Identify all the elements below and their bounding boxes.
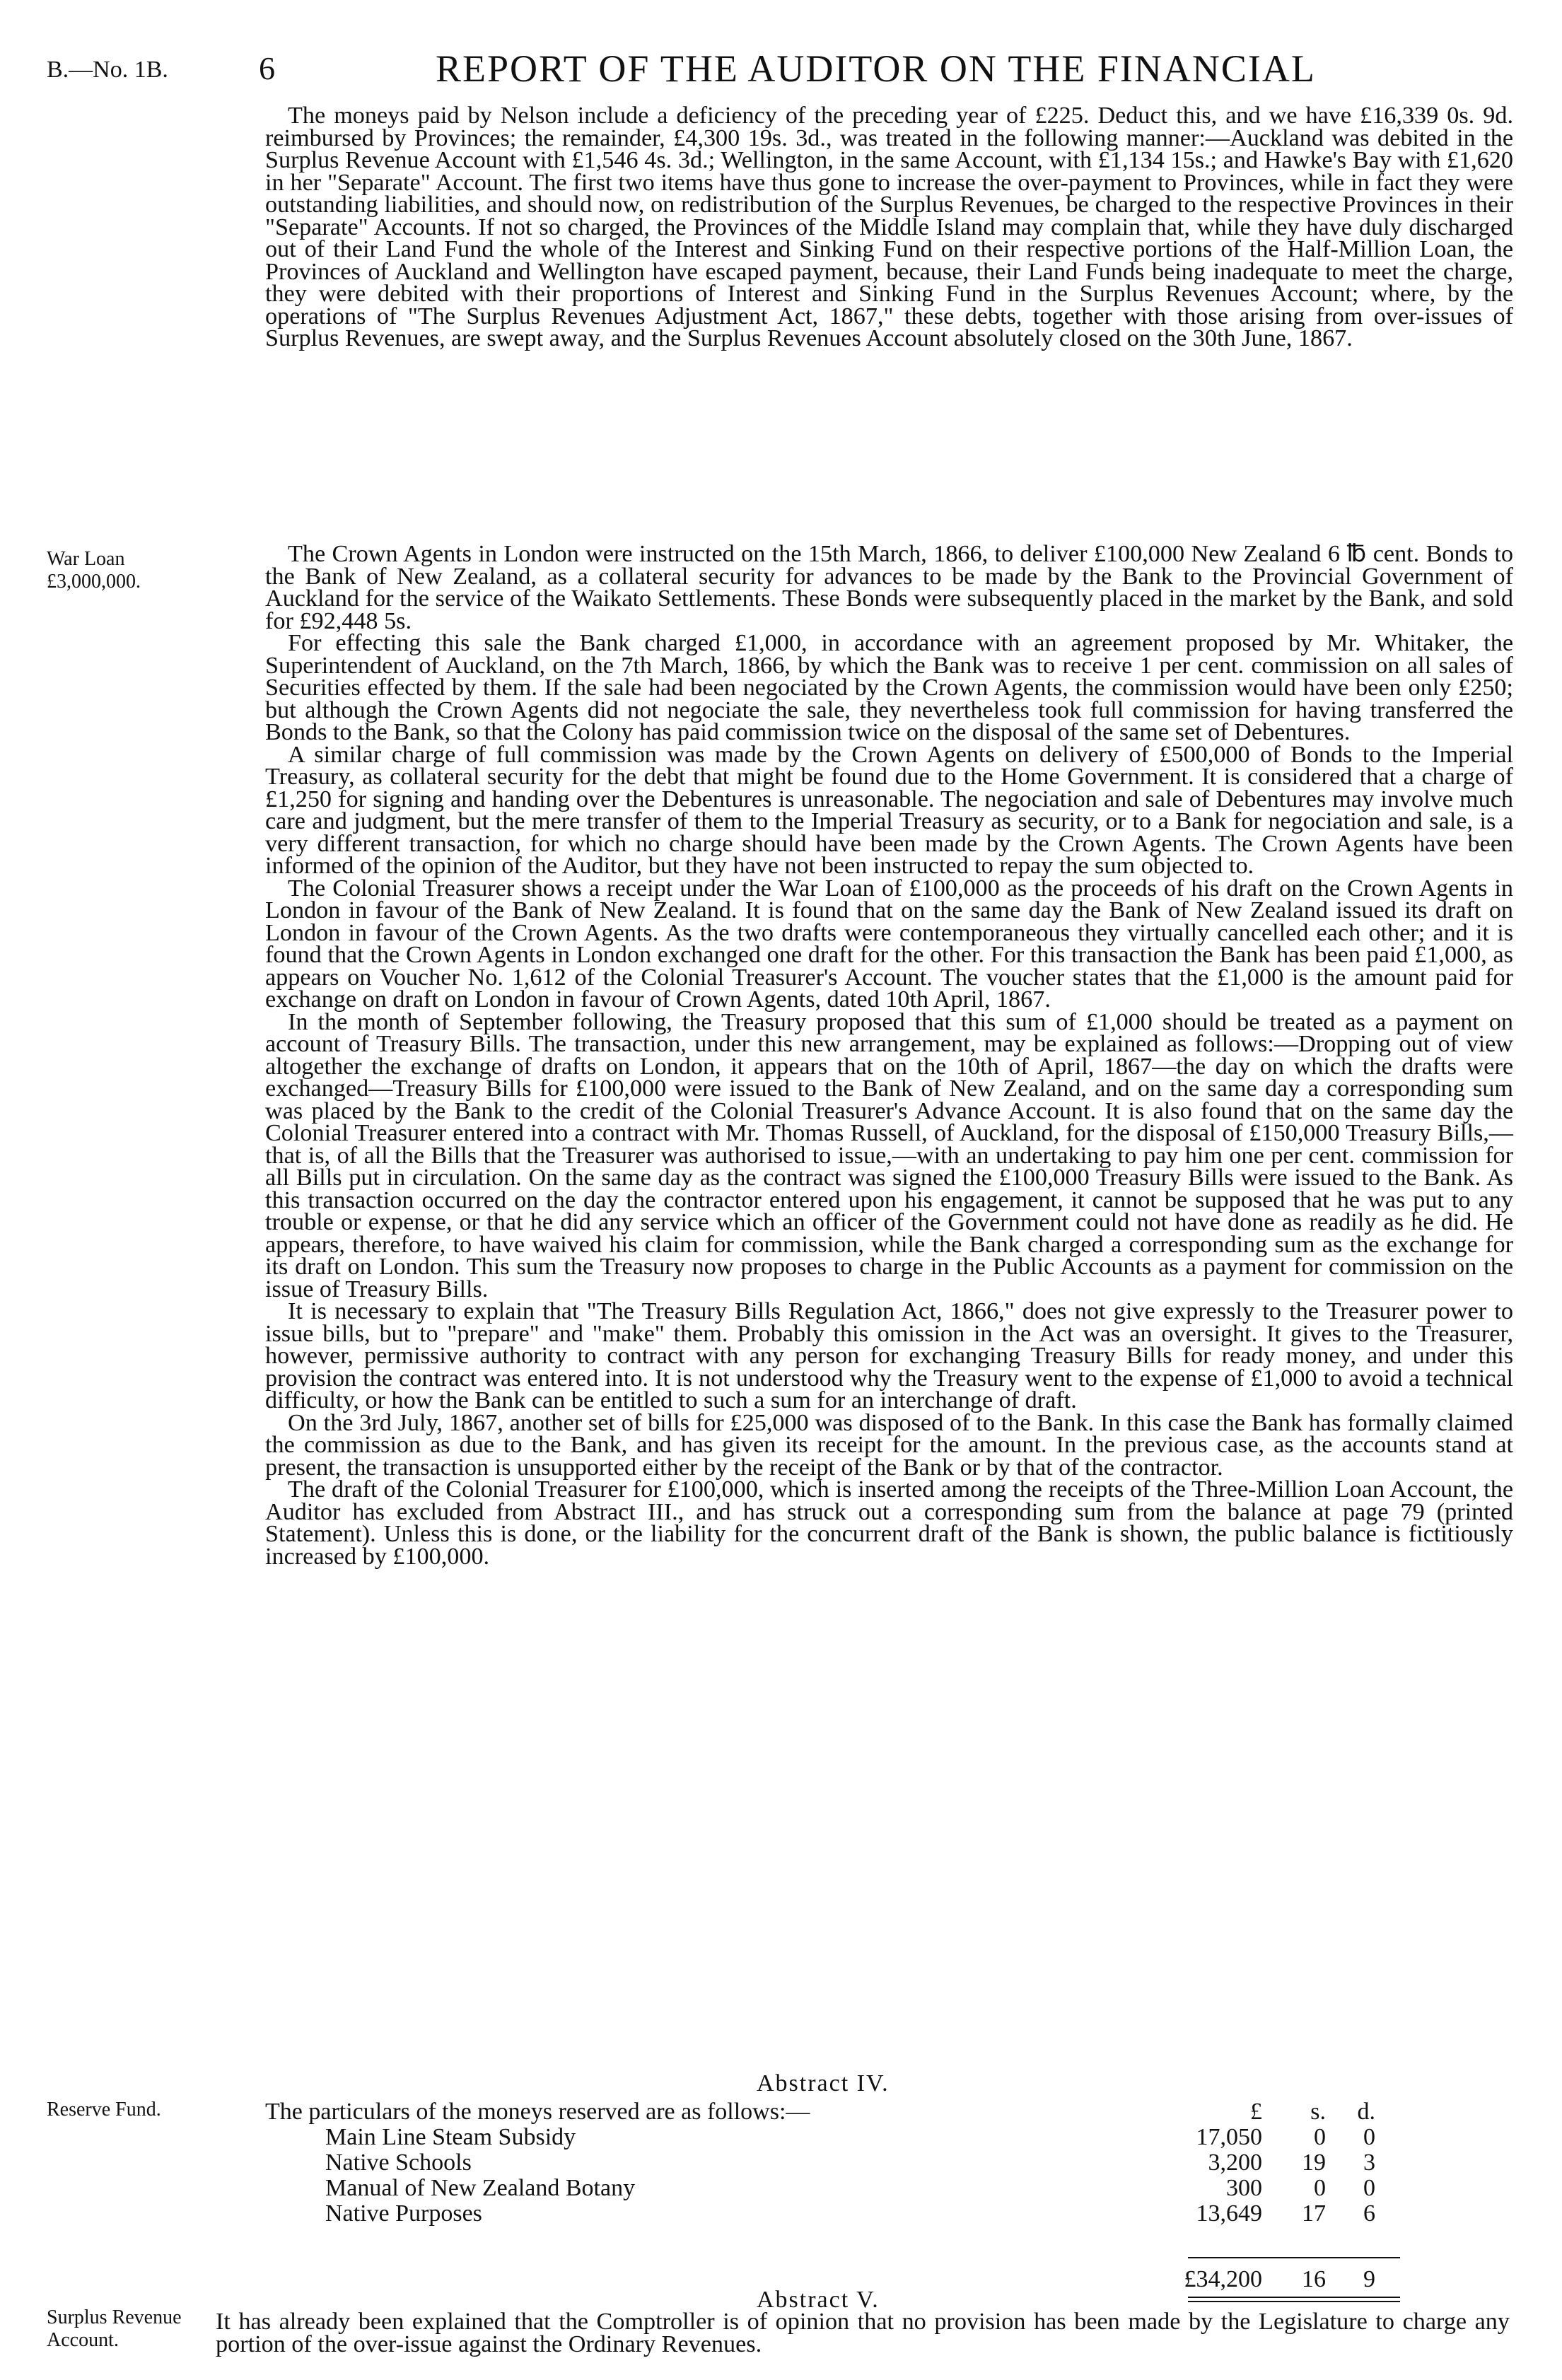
paragraph: The Colonial Treasurer shows a receipt under the War Loan of £100,000 as the proceeds of his draft on the Crown Agents in London in favour of the Bank of New Zealand. It is found that on the same day the Bank of New Zealand issued its draft on London in favour of the Crown Agents. As the two drafts were contemporaneous they virtually cancelled each other; and it is found that the Crown Agents in London exchanged one draft for the other. For this transaction the Bank has been paid £1,000, as appears on Voucher No. 1,612 of the Colonial Treasurer's Account. The voucher states that the £1,000 is the amount paid for exchange on draft on London in favour of Crown Agents, dated 10th April, 1867. [265, 875, 1513, 1013]
table-cell-pounds: 300 [1226, 2175, 1262, 2201]
table-cell-pounds: 13,649 [1196, 2200, 1262, 2227]
table-cell-shillings: 17 [1302, 2200, 1326, 2227]
margin-note-line: War Loan [47, 548, 125, 570]
paragraph: The draft of the Colonial Treasurer for £100,000, which is inserted among the receipts of the Three-Million Loan Account, the Auditor has excluded from Abstract III., and has struck out a corresponding sum from the balance at page 79 (printed Statement). Unless this is done, or the liability for the concurrent draft of the Bank is shown, the public balance is fictitiously increased by £100,000. [265, 1476, 1513, 1570]
margin-note-line: Account. [47, 2329, 119, 2351]
table-row [325, 2124, 1174, 2148]
table-row [325, 2149, 1174, 2174]
column-header-pounds: £ [1250, 2099, 1262, 2125]
total-pence: 9 [1363, 2266, 1375, 2292]
paragraph-1-block [265, 105, 1513, 350]
table-cell-pence: 6 [1363, 2200, 1375, 2227]
paragraph: For effecting this sale the Bank charged £1,000, in accordance with an agreement proposed by Mr. Whitaker, the Superintendent of Auckland, on the 7th March, 1866, by which the Bank was to receive 1 per cent. commission on all sales of Securities effected by them. If the sale had been negociated by the Crown Agents, the commission would have been only £250; but although the Crown Agents did not negociate the sale, they nevertheless took full commission for having transferred the Bonds to the Bank, so that the Colony has paid commission twice on the disposal of the same set of Debentures. [265, 630, 1513, 745]
margin-note-line: £3,000,000. [47, 571, 141, 593]
paragraph: It has already been explained that the Comptroller is of opinion that no provision has been made by the Legislature to charge any portion of the over-issue against the Ordinary Revenues. [216, 2309, 1510, 2357]
paragraph: A similar charge of full commission was made by the Crown Agents on delivery of £500,000 of Bonds to the Imperial Treasury, as collateral security for the debt that might be found due to the Home Government. It is considered that a charge of £1,250 for signing and handing over the Debentures is unreasonable. The negociation and sale of Debentures may involve much care and judgment, but the mere transfer of them to the Imperial Treasury as security, or to a Bank for negociation and sale, is a very different transaction, for which no charge should have been made by the Crown Agents. The Crown Agents have been informed of the opinion of the Auditor, but they have not been instructed to repay the sum objected to. [265, 741, 1513, 879]
table-cell-pounds: 17,050 [1196, 2124, 1262, 2150]
table-cell-pence: 0 [1363, 2124, 1375, 2150]
table-cell-shillings: 0 [1314, 2175, 1326, 2201]
war-loan-section [265, 543, 1513, 1568]
table-cell-pence: 0 [1363, 2175, 1375, 2201]
table-cell-shillings: 19 [1302, 2149, 1326, 2176]
table-row [325, 2175, 1174, 2199]
total-shillings: 16 [1302, 2266, 1326, 2292]
divider [1188, 2257, 1400, 2258]
paragraph: The Crown Agents in London were instructed on the 15th March, 1866, to deliver £100,000 New Zealand 6 ℔ cent. Bonds to the Bank of New Zealand, as a collateral security for advances to be made by the Bank to the Provincial Government of Auckland for the service of the Waikato Settlements. These Bonds were subsequently placed in the market by the Bank, and sold for £92,448 5s. [265, 541, 1513, 634]
margin-note-reserve-fund: Reserve Fund. [47, 2099, 161, 2121]
table-row-label: Main Line Steam Subsidy [325, 2124, 576, 2150]
abstract-iv-intro-row [265, 2099, 1397, 2123]
margin-note-line: Surplus Revenue [47, 2306, 182, 2328]
divider [1188, 2297, 1400, 2298]
total-pounds: £34,200 [1184, 2266, 1262, 2292]
table-row [325, 2200, 1174, 2227]
divider [1188, 2301, 1400, 2302]
abstract-iv-title: Abstract IV. [757, 2070, 890, 2096]
page-number: 6 [259, 50, 275, 86]
table-row-label: Manual of New Zealand Botany [325, 2175, 636, 2201]
abstract-v-block [216, 2311, 1510, 2355]
abstract-v-title: Abstract V. [757, 2287, 880, 2313]
document-reference: B.—No. 1B. [47, 57, 168, 83]
paragraph: The moneys paid by Nelson include a deficiency of the preceding year of £225. Deduct this, and we have £16,339 0s. 9d. reimbursed by Provinces; the remainder, £4,300 19s. 3d., was treated in the following manner:—Auckland was debited in the Surplus Revenue Account with £1,546 4s. 3d.; Wellington, in the same Account, with £1,134 15s.; and Hawke's Bay with £1,620 in her "Separate" Account. The first two items have thus gone to increase the over-payment to Provinces, while in fact they were outstanding liabilities, and should now, on redistribution of the Surplus Revenues, be charged to the respective Provinces in their "Separate" Accounts. If not so charged, the Provinces of the Middle Island may complain that, while they have duly discharged out of their Land Fund the whole of the Interest and Sinking Fund on their respective portions of the Half-Million Loan, the Provinces of Auckland and Wellington have escaped payment, because, their Land Funds being inadequate to meet the charge, they were debited with their proportions of Interest and Sinking Fund in the Surplus Revenues Account; where, by the operations of "The Surplus Revenues Adjustment Act, 1867," these debts, together with those arising from over-issues of Surplus Revenues, are swept away, and the Surplus Revenues Account absolutely closed on the 30th June, 1867. [265, 103, 1513, 351]
page-header [47, 42, 1517, 92]
paragraph: On the 3rd July, 1867, another set of bills for £25,000 was disposed of to the Bank. In this case the Bank has formally claimed the commission as due to the Bank, and has given its receipt for the amount. In the previous case, as the accounts stand at present, the transaction is unsupported either by the receipt of the Bank or by that of the contractor. [265, 1409, 1513, 1481]
page-title: REPORT OF THE AUDITOR ON THE FINANCIAL [436, 47, 1316, 90]
table-cell-shillings: 0 [1314, 2124, 1326, 2150]
margin-note-war-loan [47, 548, 231, 593]
paragraph: In the month of September following, the Treasury proposed that this sum of £1,000 should be treated as a payment on account of Treasury Bills. The transaction, under this new arrangement, may be explained as follows:—Dropping out of view altogether the exchange of drafts on London, it appears that on the 10th of April, 1867—the day on which the drafts were exchanged—Treasury Bills for £100,000 were issued to the Bank of New Zealand, and on the same day a corresponding sum was placed by the Bank to the credit of the Colonial Treasurer's Advance Account. It is also found that on the same day the Colonial Treasurer entered into a contract with Mr. Thomas Russell, of Auckland, for the disposal of £150,000 Treasury Bills,—that is, of all the Bills that the Treasurer was authorised to issue,—with an undertaking to pay him one per cent. commission for all Bills put in circulation. On the same day as the contract was signed the £100,000 Treasury Bills were issued to the Bank. As this transaction occurred on the day the contractor entered upon his engagement, it cannot be supposed that he was put to any trouble or expense, or that he did any service which an officer of the Government could not have done as readily as he did. He appears, therefore, to have waived his claim for commission, while the Bank charged a corresponding sum as the exchange for its draft on London. This sum the Treasury now proposes to charge in the Public Accounts as a payment for commission on the issue of Treasury Bills. [265, 1008, 1513, 1302]
column-header-pence: d. [1357, 2099, 1375, 2125]
column-header-shillings: s. [1310, 2099, 1326, 2125]
table-cell-pence: 3 [1363, 2149, 1375, 2176]
table-row-label: Native Purposes [325, 2200, 482, 2227]
paragraph: It is necessary to explain that "The Treasury Bills Regulation Act, 1866," does not give expressly to the Treasurer power to issue bills, but to "prepare" and "make" them. Probably this omission in the Act was an oversight. It gives to the Treasurer, however, permissive authority to contract with any person for exchanging Treasury Bills for ready money, and under this provision the contract was entered into. It is not understood why the Treasury went to the expense of £1,000 to avoid a technical difficulty, or how the Bank can be entitled to such a sum for an interchange of draft. [265, 1298, 1513, 1413]
table-cell-pounds: 3,200 [1208, 2149, 1262, 2176]
margin-note-surplus-revenue [47, 2306, 231, 2352]
abstract-iv-intro: The particulars of the moneys reserved are as follows:— [265, 2099, 810, 2125]
table-row-label: Native Schools [325, 2149, 472, 2176]
